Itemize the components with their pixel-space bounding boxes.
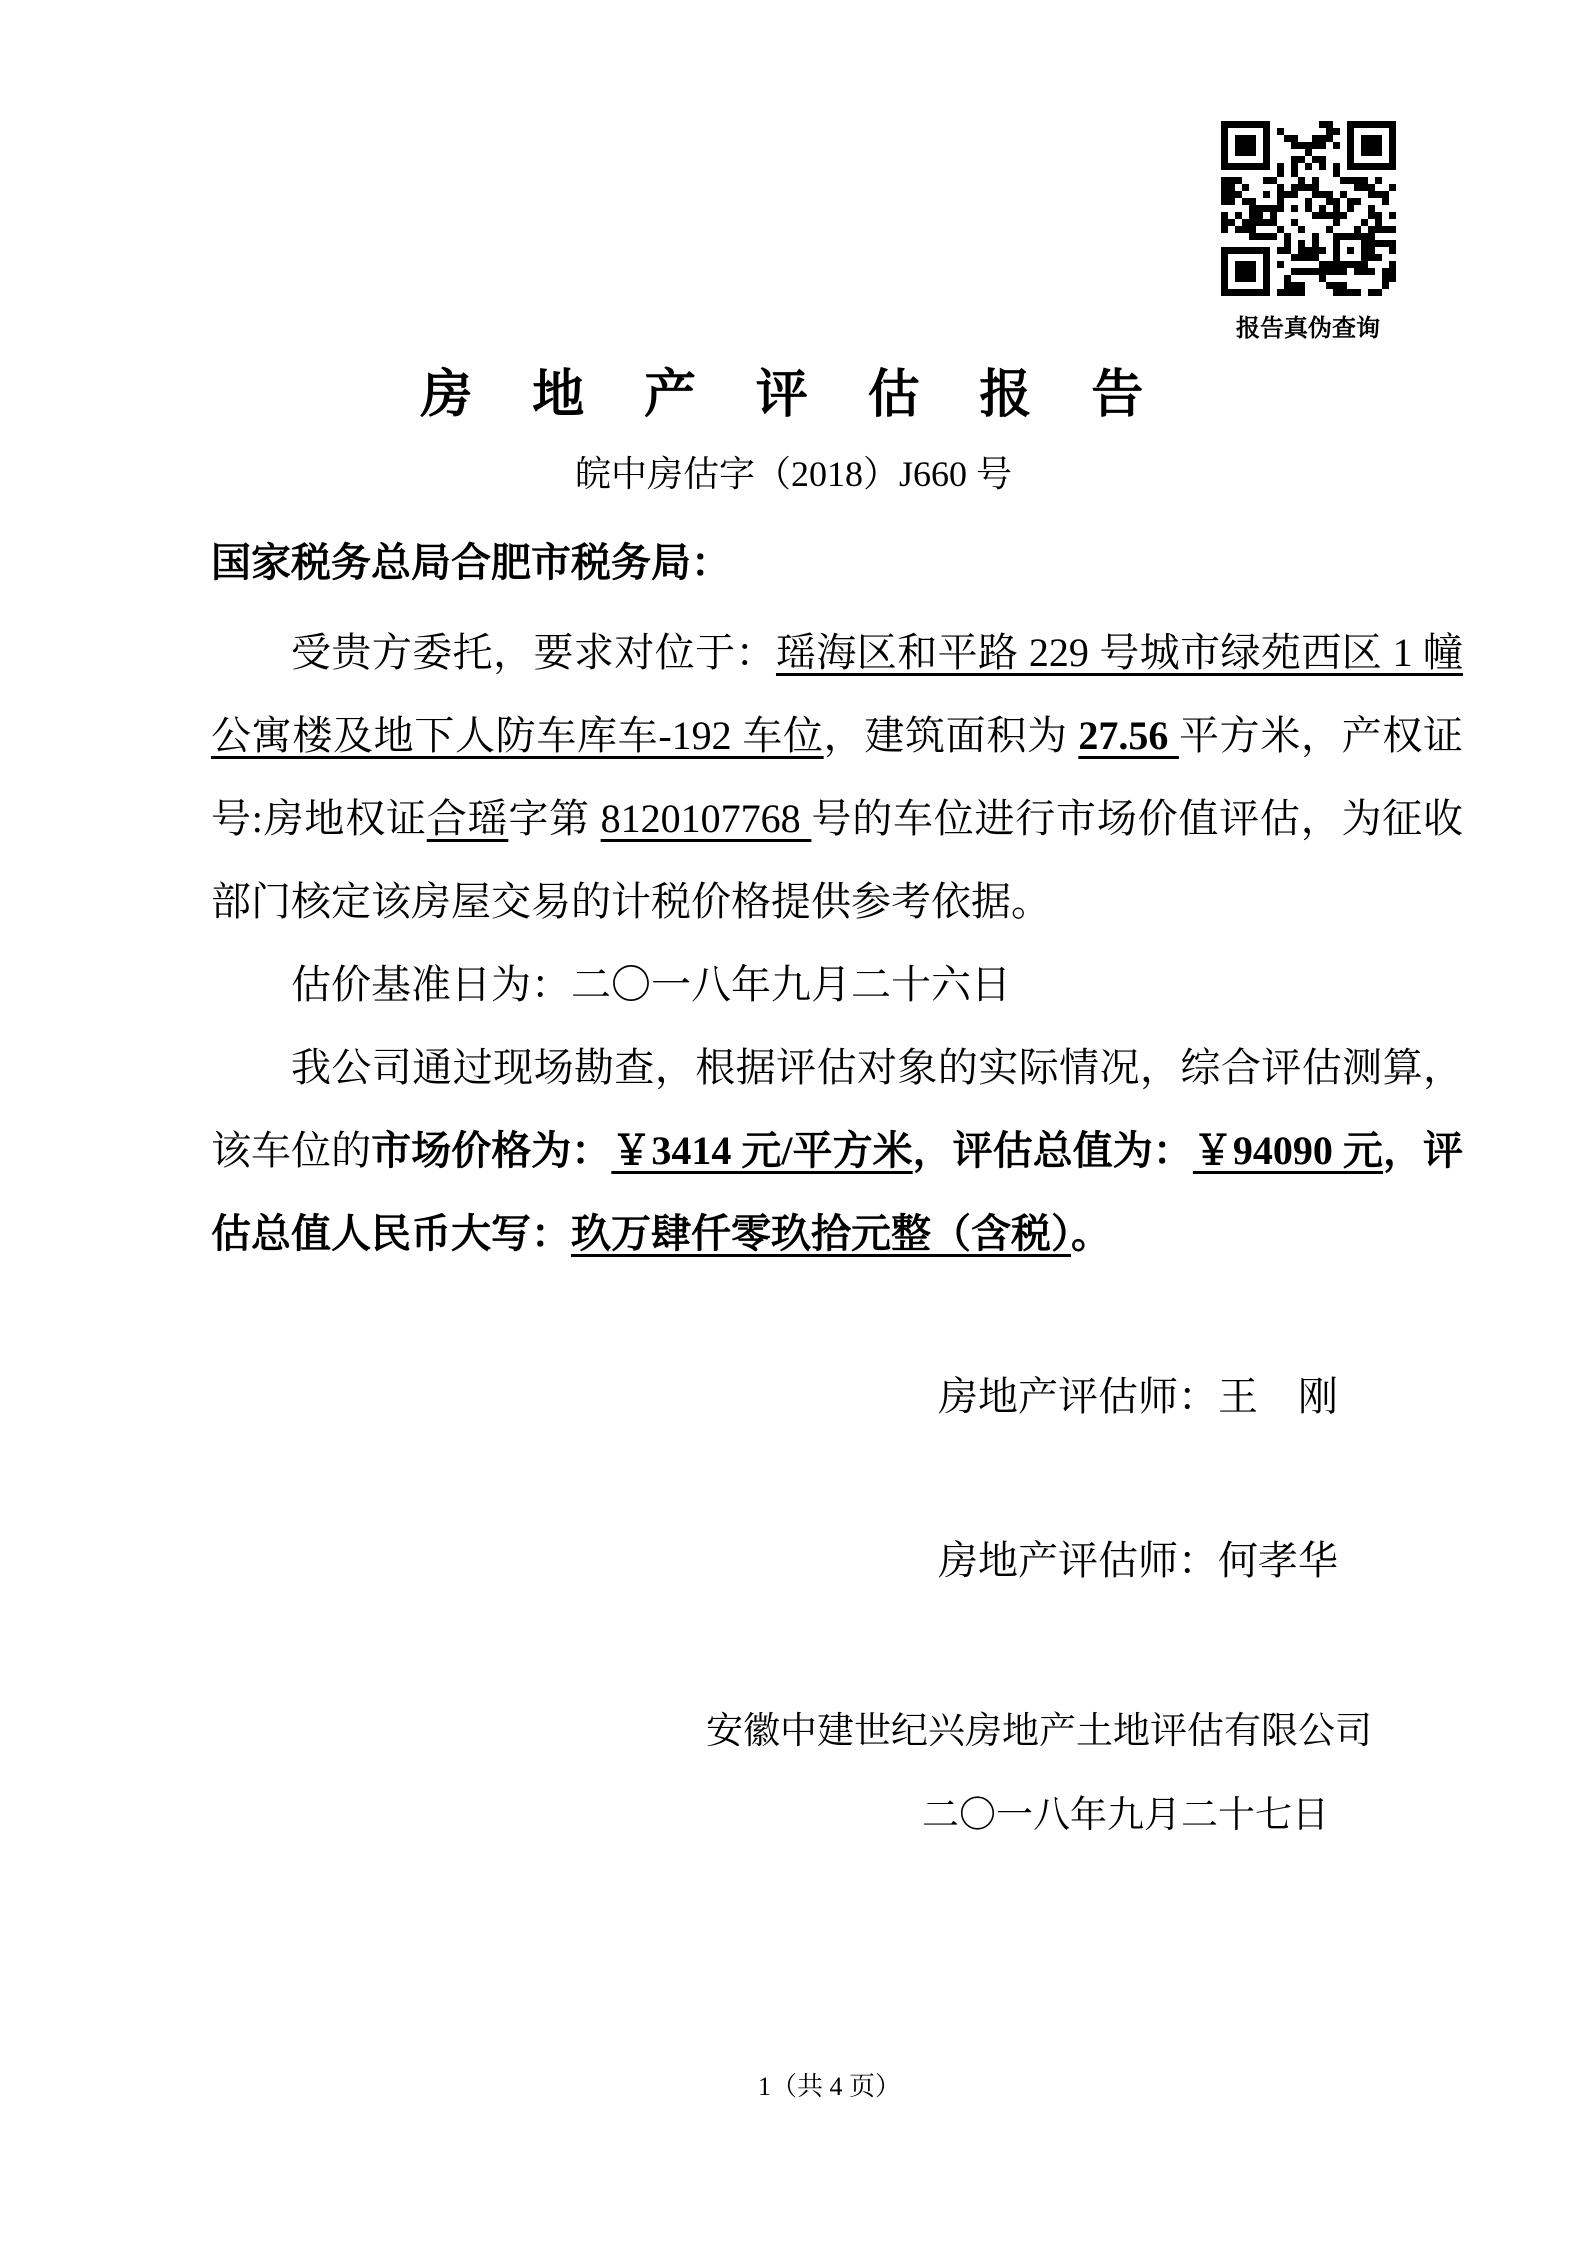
- cert-mid: 字第: [508, 796, 601, 841]
- entrustment-lead: 受贵方委托，要求对位于：: [291, 630, 776, 675]
- property-location: 瑶海区和平路 229 号城市绿苑西区 1 幢公寓楼及地下人防车库车-192 车位: [211, 630, 1464, 758]
- report-title: 房 地 产 评 估 报 告: [420, 367, 1167, 424]
- area-label: ，建筑面积为: [823, 713, 1079, 758]
- appraiser-signature-2: 房地产评估师：何孝华: [938, 1538, 1338, 1583]
- total-value-label: ，评估总值为：: [912, 1128, 1193, 1173]
- cert-label: 平方米，产权证号:房地权证: [211, 713, 1464, 841]
- unit-price-value: ￥3414 元/平方米: [611, 1128, 913, 1173]
- body-paragraph-entrustment: [211, 611, 1463, 943]
- amount-in-words: 玖万肆仟零玖拾元整（含税）: [571, 1211, 1071, 1256]
- page-number: 1（共 4 页）: [758, 2072, 902, 2101]
- addressee: 国家税务总局合肥市税务局：: [211, 540, 731, 585]
- unit-price-label: 市场价格为：: [371, 1128, 612, 1173]
- report-date: 二〇一八年九月二十七日: [922, 1795, 1329, 1836]
- building-area-value: 27.56: [1078, 713, 1179, 758]
- body-paragraph-valuation-date: 估价基准日为：二〇一八年九月二十六日: [291, 962, 1011, 1007]
- qr-caption: 报告真伪查询: [1236, 316, 1380, 342]
- body-paragraph-result: [211, 1026, 1463, 1275]
- appraiser-signature-1: 房地产评估师：王 刚: [938, 1374, 1338, 1419]
- company-name: 安徽中建世纪兴房地产土地评估有限公司: [706, 1711, 1372, 1752]
- qr-code-icon: [1221, 121, 1396, 296]
- qr-verification-block: [1220, 121, 1396, 343]
- result-period: 。: [1071, 1211, 1111, 1256]
- entrustment-tail: 号的车位进行市场价值评估，为征收部门核定该房屋交易的计税价格提供参考依据。: [211, 796, 1464, 924]
- document-number: 皖中房估字（2018）J660 号: [574, 454, 1012, 494]
- amount-words-label: ，评估总值人民币大写：: [211, 1128, 1463, 1256]
- total-value: ￥94090 元: [1192, 1128, 1383, 1173]
- cert-prefix: 合瑶: [426, 796, 509, 841]
- result-lead: 我公司通过现场勘查，根据评估对象的实际情况，综合评估测算，该车位的: [211, 1045, 1463, 1173]
- cert-number: 8120107768: [600, 796, 812, 841]
- report-body: [211, 611, 1463, 1275]
